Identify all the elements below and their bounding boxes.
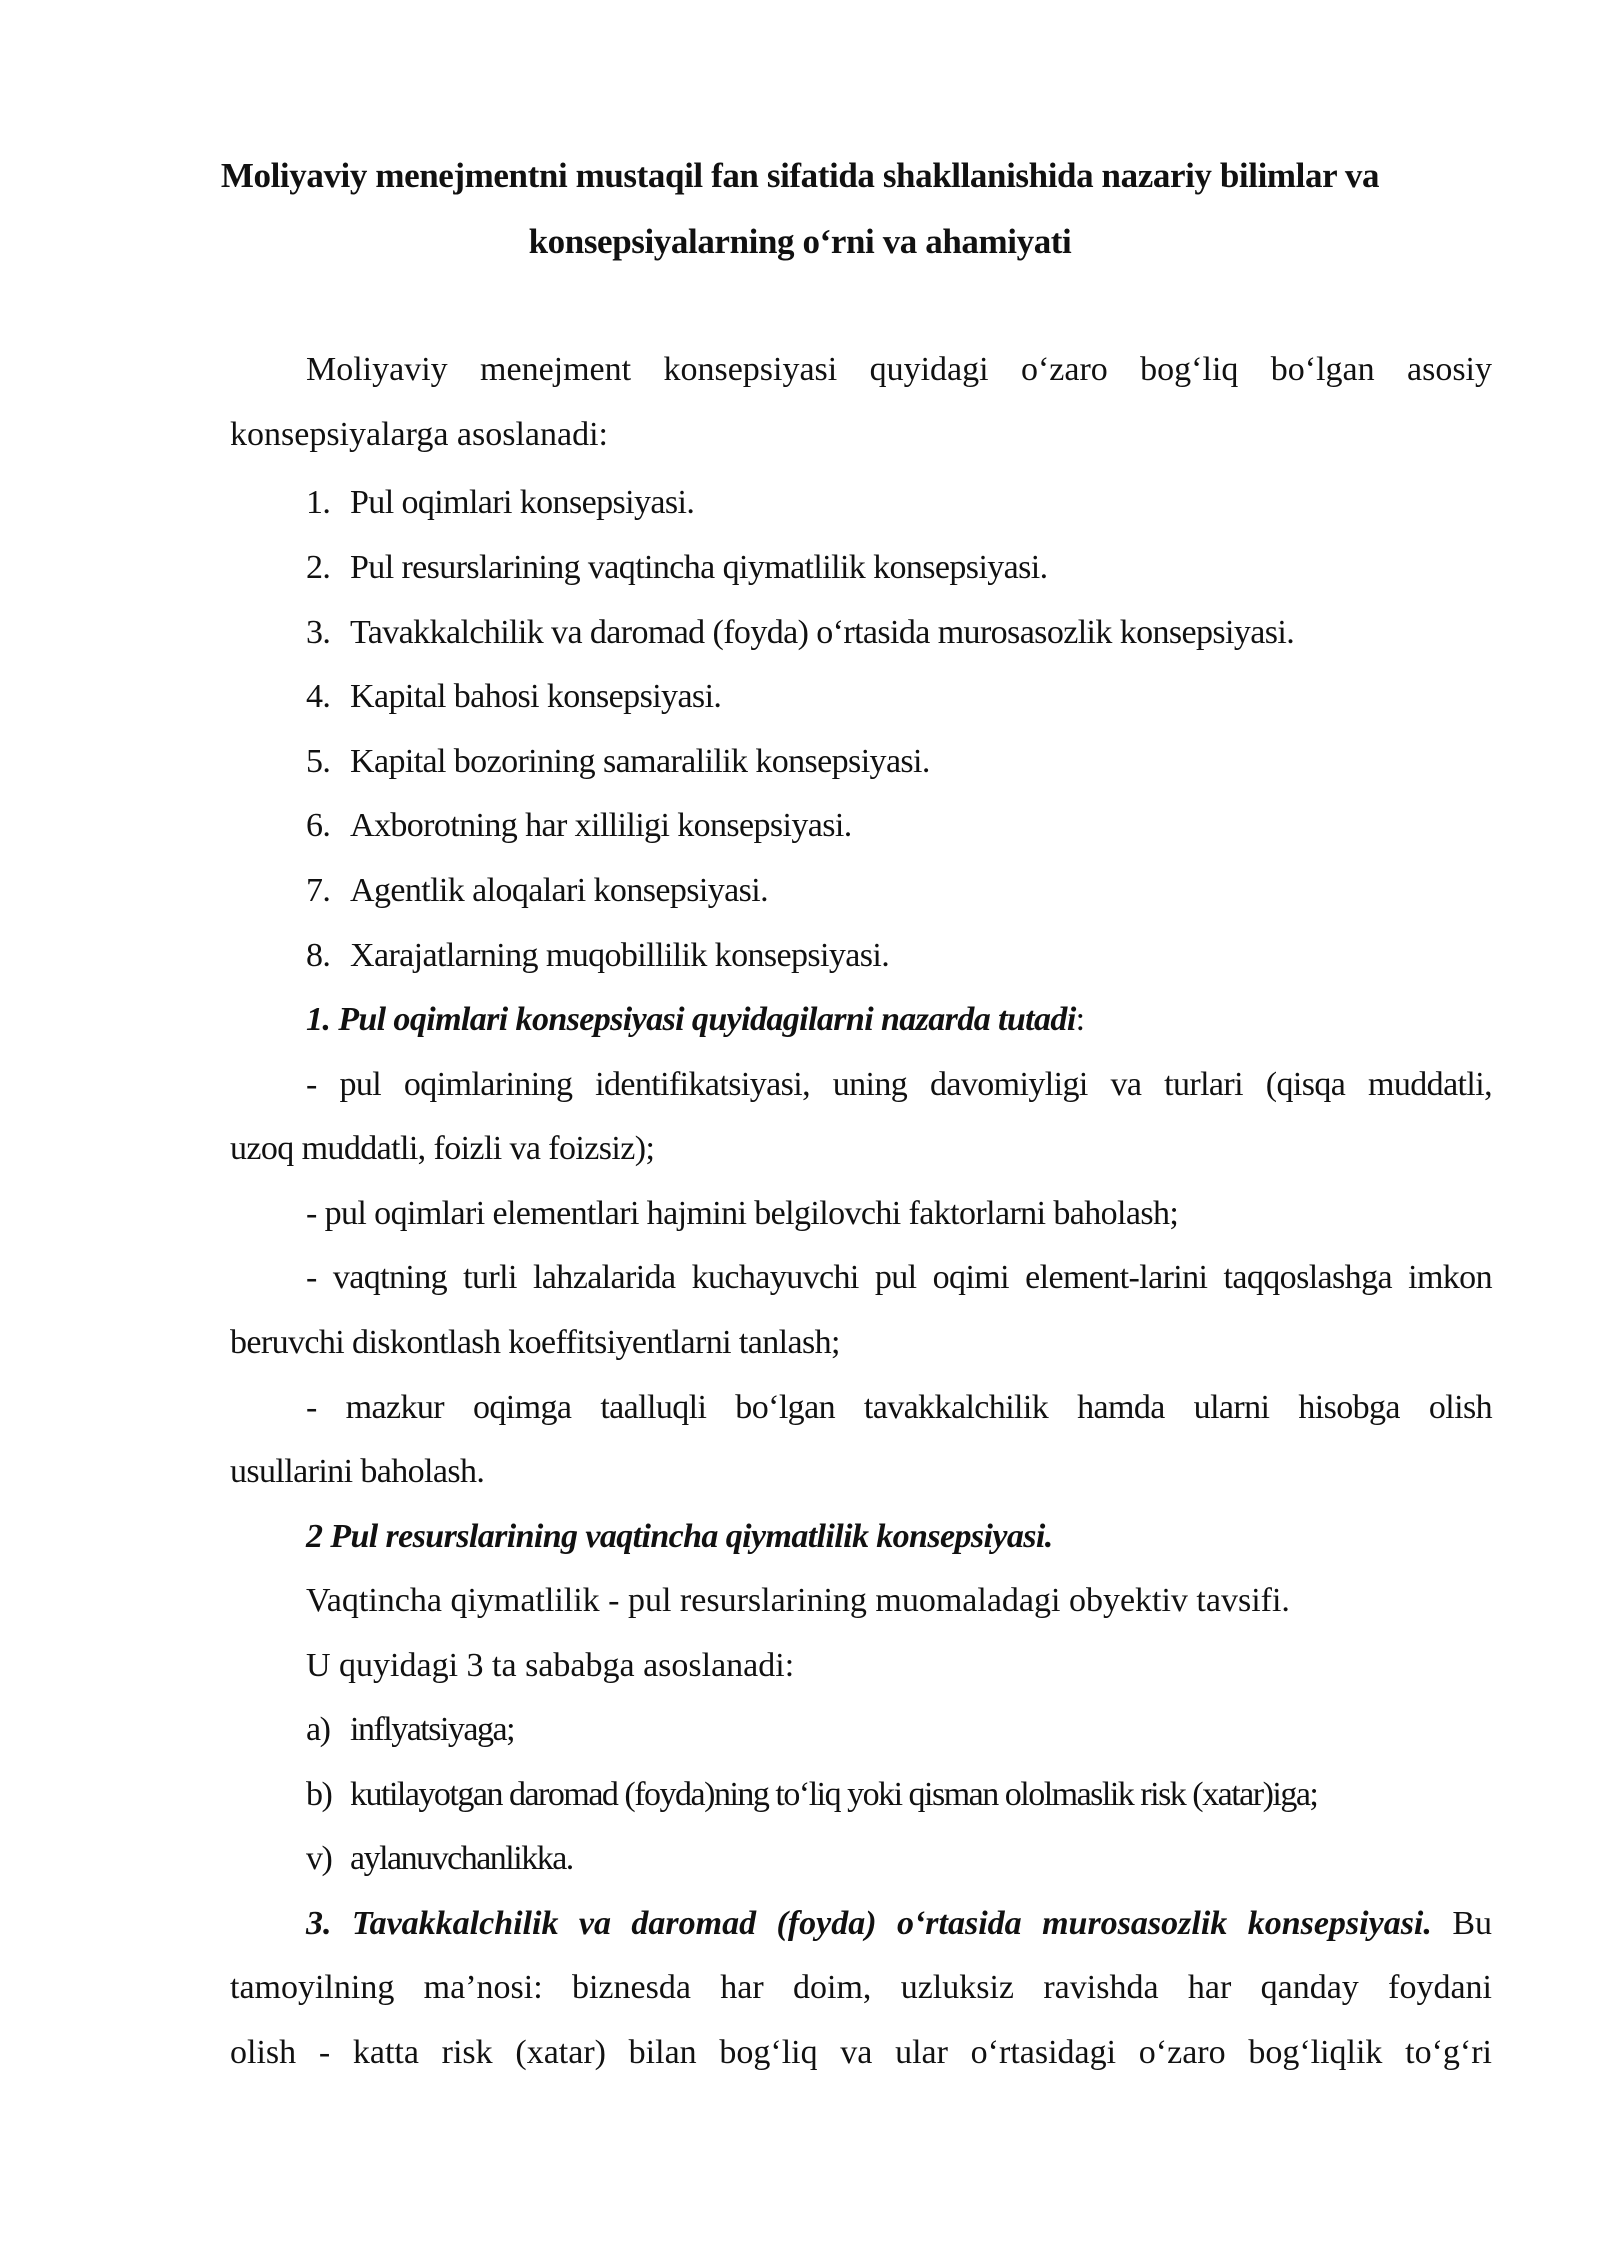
reason-text: inflyatsiyaga; bbox=[350, 1711, 515, 1748]
concept-item-4 bbox=[306, 679, 1568, 715]
section-1-bullet-3-line-2: beruvchi diskontlash koeffitsiyentlarni tanlash; bbox=[230, 1324, 840, 1361]
concept-number: 7. bbox=[306, 872, 331, 909]
concept-item-5 bbox=[306, 744, 1568, 780]
section-2-heading: 2 Pul resurslarining vaqtincha qiymatlilik konsepsiyasi. bbox=[306, 1518, 1053, 1555]
concept-text: Kapital bahosi konsepsiyasi. bbox=[350, 678, 722, 715]
section-1-bullet-1-line-2: uzoq muddatli, foizli va foizsiz); bbox=[230, 1130, 655, 1167]
concept-number: 8. bbox=[306, 937, 331, 974]
concept-number: 6. bbox=[306, 807, 331, 844]
concept-text: Pul resurslarining vaqtincha qiymatlilik konsepsiyasi. bbox=[350, 549, 1048, 586]
section-3-heading-tail: Bu bbox=[1452, 1905, 1492, 1942]
concept-text: Tavakkalchilik va daromad (foyda) o‘rtasida murosasozlik konsepsiyasi. bbox=[350, 614, 1295, 651]
concept-text: Pul oqimlari konsepsiyasi. bbox=[350, 484, 695, 521]
section-1-bullet-2: - pul oqimlari elementlari hajmini belgilovchi faktorlarni baholash; bbox=[306, 1195, 1179, 1232]
section-3-heading: 3. Tavakkalchilik va daromad (foyda) o‘rtasida murosasozlik konsepsiyasi. bbox=[306, 1905, 1432, 1942]
reason-item-v bbox=[306, 1841, 1568, 1877]
section-3-line-3: olish - katta risk (xatar) bilan bog‘liq va ular o‘rtasidagi o‘zaro bog‘liqlik to‘g‘ri bbox=[230, 2034, 1492, 2071]
section-3-line-2: tamoyilning ma’nosi: biznesda har doim, uzluksiz ravishda har qanday foydani bbox=[230, 1969, 1492, 2006]
section-1-heading bbox=[306, 1002, 1492, 1038]
reason-label: b) bbox=[306, 1776, 332, 1813]
intro-line-2: konsepsiyalarga asoslanadi: bbox=[230, 416, 609, 453]
concept-number: 3. bbox=[306, 614, 331, 651]
section-1-heading-text: 1. Pul oqimlari konsepsiyasi quyidagilarni nazarda tutadi bbox=[306, 1001, 1076, 1038]
concept-text: Xarajatlarning muqobillilik konsepsiyasi. bbox=[350, 937, 890, 974]
section-2-paragraph-2: U quyidagi 3 ta sababga asoslanadi: bbox=[306, 1647, 795, 1684]
section-1-bullet-4-line-2: usullarini baholash. bbox=[230, 1453, 485, 1490]
section-1-bullet-1-line-1: - pul oqimlarining identifikatsiyasi, uning davomiyligi va turlari (qisqa muddatli, bbox=[306, 1066, 1492, 1103]
concept-text: Axborotning har xilliligi konsepsiyasi. bbox=[350, 807, 852, 844]
concept-item-2 bbox=[306, 550, 1568, 586]
intro-line-1: Moliyaviy menejment konsepsiyasi quyidagi o‘zaro bog‘liq bo‘lgan asosiy bbox=[306, 351, 1492, 388]
document-title-line-2: konsepsiyalarning o‘rni va ahamiyati bbox=[528, 222, 1072, 261]
concept-number: 4. bbox=[306, 678, 331, 715]
reason-text: kutilayotgan daromad (foyda)ning to‘liq yoki qisman ololmaslik risk (xatar)iga; bbox=[350, 1776, 1318, 1813]
concept-number: 2. bbox=[306, 549, 331, 586]
reason-label: a) bbox=[306, 1711, 330, 1748]
concept-number: 5. bbox=[306, 743, 331, 780]
concept-number: 1. bbox=[306, 484, 331, 521]
reason-text: aylanuvchanlikka. bbox=[350, 1840, 573, 1877]
reason-item-a bbox=[306, 1712, 1568, 1748]
concept-text: Kapital bozorining samaralilik konsepsiyasi. bbox=[350, 743, 930, 780]
concept-item-3 bbox=[306, 615, 1568, 651]
reason-label: v) bbox=[306, 1840, 332, 1877]
section-2-paragraph-1: Vaqtincha qiymatlilik - pul resurslarining muomaladagi obyektiv tavsifi. bbox=[306, 1582, 1290, 1619]
document-title-line-1: Moliyaviy menejmentni mustaqil fan sifatida shakllanishida nazariy bilimlar va bbox=[220, 156, 1380, 195]
section-1-bullet-3-line-1: - vaqtning turli lahzalarida kuchayuvchi pul oqimi element-larini taqqoslashga imkon bbox=[306, 1259, 1492, 1296]
reason-item-b bbox=[306, 1777, 1568, 1813]
section-1-bullet-4-line-1: - mazkur oqimga taalluqli bo‘lgan tavakkalchilik hamda ularni hisobga olish bbox=[306, 1389, 1492, 1426]
concept-item-8 bbox=[306, 938, 1568, 974]
concept-item-6 bbox=[306, 808, 1568, 844]
concept-item-1 bbox=[306, 485, 1568, 521]
concept-item-7 bbox=[306, 873, 1568, 909]
concept-text: Agentlik aloqalari konsepsiyasi. bbox=[350, 872, 768, 909]
section-1-heading-colon: : bbox=[1075, 1001, 1085, 1038]
section-3-heading-line bbox=[306, 1906, 1492, 1942]
